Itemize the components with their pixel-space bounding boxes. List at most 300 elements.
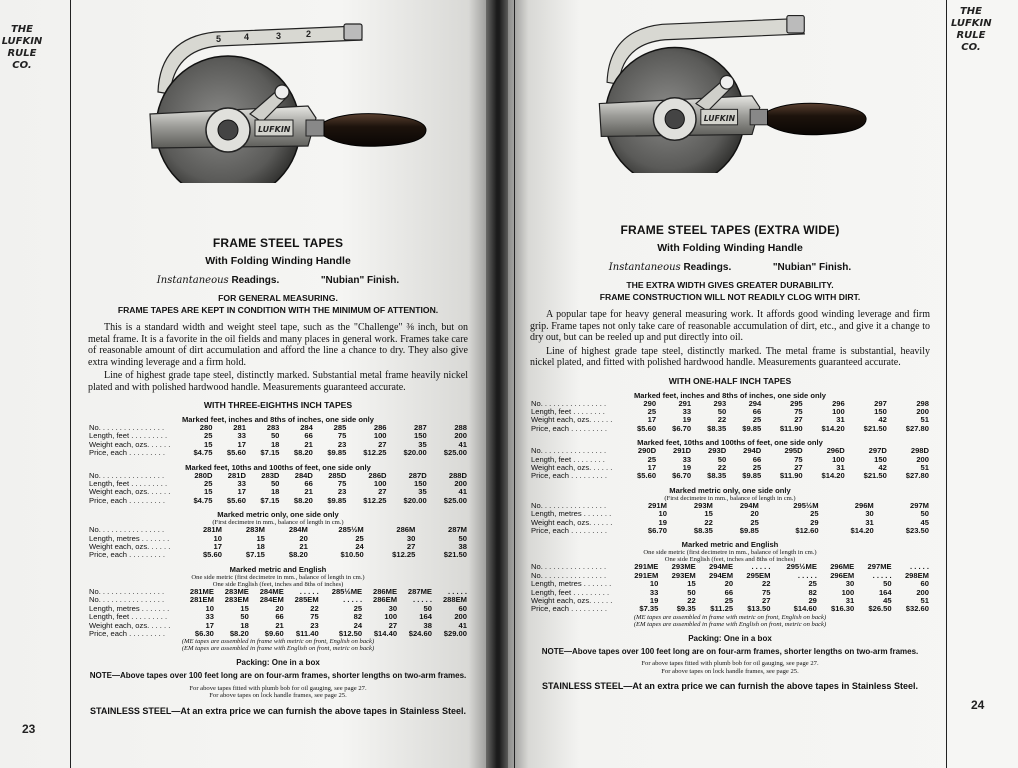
table-cell: 20: [275, 603, 284, 613]
left-table-4-note-1: One side metric (first decimetre in mm., balance of length in cm.): [191, 573, 365, 581]
table-cell: 29: [810, 517, 819, 527]
table-cell: 287ME: [407, 586, 432, 596]
table-cell: $9.60: [264, 628, 284, 638]
table-cell: 30: [388, 603, 398, 613]
table-cell: 22: [717, 462, 727, 472]
table-cell: 21: [275, 620, 284, 630]
table-cell: 284M: [288, 525, 308, 535]
table-cell: $27.80: [905, 471, 929, 481]
table-cell: 18: [240, 620, 249, 630]
table-cell: 38: [423, 620, 432, 630]
table-cell: 23: [337, 439, 347, 449]
table-cell: 15: [240, 603, 249, 613]
row-label: No. . . . . . . . . . . . . . . .: [531, 562, 607, 572]
right-readings-text: Readings.: [683, 262, 732, 273]
left-table-2-block: [88, 463, 468, 506]
row-label: Weight each, ozs. . . . . .: [531, 517, 613, 527]
table-cell: 51: [920, 415, 929, 425]
left-paragraph-2: Line of highest grade tape steel, distinctly marked. Substantial metal frame heavily nickel plated and with polished hardwood handle. Measurements guaranteed accurate.: [88, 370, 468, 393]
table-cell: 17: [647, 415, 657, 425]
right-section-heading: WITH ONE-HALF INCH TAPES: [668, 375, 792, 386]
table-cell: 283D: [261, 470, 280, 480]
table-cell: 19: [649, 596, 659, 605]
row-label: Length, feet . . . . . . . .: [531, 454, 605, 464]
table-cell: 288EM: [442, 595, 467, 605]
row-label: No. . . . . . . . . . . . . . . .: [89, 595, 165, 605]
table-cell: $6.70: [647, 525, 667, 535]
tape-end-hook: [344, 24, 362, 40]
table-cell: 285: [333, 423, 347, 432]
table-cell: 22: [310, 603, 319, 613]
right-stainless: STAINLESS STEEL—At an extra price we can furnish the above tapes in Stainless Steel.: [542, 681, 918, 692]
table-cell: 283M: [245, 525, 265, 535]
table-cell: 284D: [294, 470, 313, 480]
table-cell: 31: [836, 462, 845, 472]
table-cell: $11.40: [295, 628, 319, 638]
table-cell: 60: [920, 579, 929, 589]
left-small-2: For above tapes on lock handle frames, see page 25.: [209, 692, 347, 700]
left-page-number: 23: [22, 722, 36, 736]
table-cell: 75: [794, 406, 803, 416]
table-cell: 33: [682, 454, 692, 464]
table-cell: 27: [794, 415, 803, 425]
left-readings-script: Instantaneous: [156, 275, 229, 286]
table-cell: 25: [353, 603, 363, 613]
row-label: No. . . . . . . . . . . . . . . .: [531, 500, 607, 510]
table-cell: 287M: [448, 525, 467, 535]
left-note: NOTE—Above tapes over 100 feet long are on four-arm frames, shorter lengths on two-arm frames.: [89, 671, 467, 681]
table-cell: 20: [299, 533, 308, 543]
row-label: Price, each . . . . . . . . .: [531, 471, 607, 481]
table-cell: 284: [300, 423, 313, 432]
table-cell: 291EM: [634, 570, 659, 580]
right-table-3: [530, 502, 930, 536]
table-cell: $5.60: [202, 550, 222, 560]
table-cell: 294EM: [709, 570, 734, 580]
left-table-4: [88, 588, 468, 638]
table-cell: 66: [275, 612, 284, 622]
table-cell: 297ME: [867, 562, 892, 572]
table-cell: 15: [204, 439, 213, 449]
table-cell: 284EM: [259, 595, 284, 605]
table-row: [530, 605, 930, 613]
left-margin-rule: [70, 0, 71, 768]
right-table-3-heading: Marked metric only, one side only: [669, 485, 791, 495]
right-paragraph-2: Line of highest grade tape steel, distinctly marked. The metal frame is substantial, heavily nickel plated, and fitted with polished hardwood handle. Measurements guaranteed accurate.: [530, 345, 930, 368]
left-section-heading: WITH THREE-EIGHTHS INCH TAPES: [203, 400, 353, 410]
left-brand-mark: THE LUFKIN RULE CO.: [1, 24, 43, 71]
table-cell: 100: [832, 406, 845, 416]
table-cell: $11.90: [779, 471, 803, 481]
table-cell: 285½ME: [331, 586, 363, 596]
right-note: NOTE—Above tapes over 100 feet long are on four-arm frames, shorter lengths on two-arm frames.: [541, 646, 919, 656]
table-cell: $7.15: [260, 448, 280, 458]
table-cell: 22: [717, 415, 727, 425]
left-finish: "Nubian" Finish.: [320, 275, 400, 286]
table-cell: 23: [337, 487, 347, 497]
tape-end-hook: [787, 16, 804, 33]
table-cell: 10: [213, 533, 222, 543]
wooden-handle: [768, 103, 867, 135]
left-table-1-heading: Marked feet, inches and 8ths of inches, one side only: [181, 415, 374, 424]
table-cell: 294: [748, 398, 762, 408]
left-table-4-heading: Marked metric and English: [229, 564, 327, 574]
table-cell: $10.50: [340, 550, 364, 560]
table-cell: $21.50: [443, 550, 467, 560]
right-table-2-heading: Marked feet, 10ths and 100ths of feet, one side only: [637, 438, 823, 448]
left-table-2-heading: Marked feet, 10ths and 100ths of feet, one side only: [185, 462, 371, 472]
table-cell: 200: [454, 431, 467, 441]
table-cell: 296: [832, 398, 845, 408]
table-cell: 33: [237, 479, 246, 489]
table-cell: 27: [378, 487, 387, 497]
table-cell: 298: [916, 398, 929, 408]
row-label: No. . . . . . . . . . . . . . . .: [89, 423, 165, 432]
table-cell: $7.15: [245, 550, 265, 560]
left-subtitle: With Folding Winding Handle: [205, 255, 351, 267]
table-cell: 75: [337, 479, 347, 489]
table-cell: 21: [304, 487, 313, 497]
table-cell: 21: [299, 542, 308, 552]
table-cell: 82: [353, 612, 363, 622]
left-readings-line: [88, 275, 468, 286]
table-cell: $7.35: [639, 604, 659, 614]
table-cell: 23: [310, 620, 319, 630]
table-cell: $8.35: [707, 423, 727, 433]
right-table-4-note-1: One side metric (first decimetre in mm., balance of length in cm.): [643, 549, 817, 557]
table-cell: $5.60: [637, 423, 657, 433]
table-cell: 75: [337, 431, 347, 441]
row-label: Price, each . . . . . . . . .: [531, 525, 607, 535]
left-table-1-block: [88, 415, 468, 458]
table-cell: 283EM: [224, 595, 249, 605]
row-label: Length, metres . . . . . . .: [89, 533, 170, 543]
table-cell: 25: [204, 479, 213, 489]
table-cell: 150: [874, 406, 887, 416]
table-cell: . . . . .: [751, 562, 771, 572]
table-cell: 66: [752, 454, 762, 464]
table-cell: 24: [355, 542, 364, 552]
right-inner-rule: [514, 0, 515, 768]
table-cell: $12.60: [795, 525, 819, 535]
table-cell: 20: [750, 509, 759, 519]
book-gutter: [486, 0, 510, 768]
table-cell: 42: [878, 462, 887, 472]
table-cell: 31: [845, 596, 855, 605]
table-row: [88, 551, 468, 559]
table-cell: 15: [204, 487, 213, 497]
table-cell: 35: [418, 439, 427, 449]
table-cell: . . . . .: [343, 595, 363, 605]
table-cell: 50: [270, 431, 280, 441]
table-cell: 100: [841, 587, 855, 597]
table-cell: 41: [458, 487, 467, 497]
right-table-4-footnote-1: (ME tapes are assembled in frame with metric on front, English on back): [633, 613, 827, 621]
table-cell: $29.00: [443, 628, 467, 638]
row-label: Length, metres . . . . . . .: [531, 579, 612, 589]
table-cell: 15: [704, 509, 713, 519]
table-cell: 25: [752, 415, 762, 425]
right-packing: Packing: One in a box: [688, 633, 772, 643]
table-cell: 288D: [448, 470, 467, 480]
left-small-1: For above tapes fitted with plumb bob for oil gauging, see page 27.: [189, 684, 367, 692]
right-finish: "Nubian" Finish.: [772, 262, 852, 273]
table-cell: 286: [373, 423, 387, 432]
table-cell: 294M: [739, 500, 759, 510]
table-cell: 45: [920, 517, 929, 527]
table-cell: 33: [205, 612, 214, 622]
table-cell: . . . . .: [448, 586, 467, 596]
tape-mark: 4: [244, 32, 250, 42]
table-cell: 283: [266, 423, 280, 432]
table-cell: $20.00: [403, 448, 427, 458]
left-caps-2: FRAME TAPES ARE KEPT IN CONDITION WITH THE MINIMUM OF ATTENTION.: [117, 305, 439, 315]
table-cell: 294D: [743, 446, 762, 456]
table-cell: 27: [388, 620, 398, 630]
table-cell: $12.25: [363, 448, 387, 458]
table-cell: $6.70: [672, 471, 692, 481]
table-cell: 150: [414, 431, 427, 441]
table-cell: 75: [761, 587, 771, 597]
row-label: Length, metres . . . . . . .: [531, 509, 612, 519]
table-cell: 66: [752, 406, 762, 416]
table-cell: 66: [304, 479, 313, 489]
table-cell: 25: [752, 462, 762, 472]
table-cell: 290: [643, 398, 657, 408]
right-readings-script: Instantaneous: [608, 262, 681, 273]
table-cell: $32.60: [905, 604, 929, 614]
table-cell: 42: [878, 415, 887, 425]
row-label: Length, metres . . . . . . .: [89, 603, 170, 613]
left-table-4-note-2: One side English (feet, inches and 8ths of inches): [212, 580, 344, 588]
right-table-3-block: [530, 486, 930, 536]
row-label: Price, each . . . . . . . . .: [531, 423, 607, 433]
table-cell: 50: [270, 479, 280, 489]
table-cell: 51: [920, 462, 929, 472]
table-cell: 281EM: [189, 595, 214, 605]
table-cell: . . . . .: [910, 562, 929, 572]
table-cell: 164: [419, 612, 432, 622]
table-cell: $8.20: [288, 550, 308, 560]
row-label: Weight each, ozs. . . . . .: [531, 596, 613, 605]
table-cell: 18: [256, 542, 265, 552]
left-table-3-note: (First decimetre in mm., balance of length in cm.): [212, 519, 344, 527]
left-table-4-block: [88, 565, 468, 652]
table-cell: 10: [658, 509, 667, 519]
row-label: Weight each, ozs. . . . . .: [89, 620, 171, 630]
table-cell: 281D: [227, 470, 246, 480]
table-cell: $14.60: [793, 604, 817, 614]
table-cell: 100: [373, 431, 387, 441]
table-cell: 45: [883, 596, 892, 605]
table-cell: $5.60: [226, 495, 246, 505]
tape-mark: 2: [306, 29, 312, 39]
table-cell: 17: [205, 620, 214, 630]
row-label: No. . . . . . . . . . . . . . . .: [531, 446, 607, 456]
table-cell: 293: [713, 398, 727, 408]
right-table-1-heading: Marked feet, inches and 8ths of inches, one side only: [633, 390, 826, 400]
handle-ferrule: [306, 120, 324, 136]
row-label: No. . . . . . . . . . . . . . . .: [531, 398, 607, 408]
table-cell: 15: [256, 533, 265, 543]
table-cell: 21: [304, 439, 313, 449]
left-table-4-footnote-1: (ME tapes are assembled in frame with metric on front, English on back): [181, 638, 375, 646]
row-label: Weight each, ozs. . . . . .: [89, 487, 171, 497]
table-cell: 17: [647, 462, 657, 472]
table-cell: 281ME: [189, 586, 214, 596]
table-cell: 19: [658, 517, 667, 527]
right-table-2: [530, 447, 930, 481]
row-label: Price, each . . . . . . . . .: [89, 628, 165, 638]
table-cell: $14.20: [850, 525, 874, 535]
table-cell: 31: [865, 517, 874, 527]
table-cell: 285½M: [338, 525, 364, 535]
row-label: Weight each, ozs. . . . . .: [531, 462, 613, 472]
left-paragraph-1: This is a standard width and weight steel tape, such as the "Challenge" ⅜ inch, but on metal frame. It is a favorite in the oil fields and many places in general work. Frames take care of reasonable amount of dirt accumulation and afford the line a chance to dry. They also give extra winding leverage and a firm hold.: [88, 322, 468, 368]
table-cell: 286EM: [372, 595, 398, 605]
table-cell: 286M: [396, 525, 416, 535]
right-table-2-block: [530, 438, 930, 481]
table-cell: 25: [204, 431, 213, 441]
table-cell: 200: [454, 479, 467, 489]
table-cell: 15: [687, 579, 696, 589]
left-caps-1: FOR GENERAL MEASURING.: [218, 293, 338, 303]
table-cell: 200: [916, 587, 929, 597]
table-cell: 25: [750, 517, 759, 527]
table-cell: 25: [808, 579, 817, 589]
table-cell: 50: [920, 509, 929, 519]
table-cell: $21.50: [863, 423, 887, 433]
table-cell: 75: [310, 612, 319, 622]
row-label: Length, feet . . . . . . . . .: [89, 431, 168, 441]
table-cell: . . . . .: [412, 595, 432, 605]
right-table-4-note-2: One side English (feet, inches and 8ths of inches): [664, 556, 796, 564]
table-cell: 66: [304, 431, 313, 441]
right-title: FRAME STEEL TAPES (EXTRA WIDE): [620, 223, 840, 237]
table-cell: 50: [458, 533, 467, 543]
row-label: Price, each . . . . . . . . .: [531, 604, 607, 614]
table-cell: $4.75: [193, 495, 213, 505]
table-cell: 296M: [854, 500, 874, 510]
row-label: Weight each, ozs. . . . . .: [89, 439, 171, 449]
table-cell: 19: [682, 462, 692, 472]
table-cell: 285D: [328, 470, 347, 480]
table-cell: 38: [458, 542, 467, 552]
table-cell: 25: [647, 454, 657, 464]
table-cell: 288: [454, 423, 467, 432]
table-cell: 30: [406, 533, 416, 543]
left-table-3-heading: Marked metric only, one side only: [217, 510, 339, 520]
table-cell: $9.85: [739, 525, 759, 535]
table-cell: $13.50: [747, 604, 771, 614]
crank-knob: [275, 85, 289, 99]
table-cell: 283ME: [224, 586, 249, 596]
table-cell: 25: [647, 406, 657, 416]
hub-center: [665, 109, 684, 128]
table-cell: $20.00: [403, 495, 427, 505]
table-cell: 25: [810, 509, 819, 519]
right-subtitle: With Folding Winding Handle: [657, 242, 803, 254]
table-cell: 285EM: [294, 595, 319, 605]
right-margin-rule: [946, 0, 947, 768]
table-cell: 284ME: [259, 586, 284, 596]
table-cell: $9.85: [742, 423, 762, 433]
table-cell: $11.90: [779, 423, 803, 433]
table-cell: $14.40: [373, 628, 398, 638]
table-cell: $6.70: [672, 423, 692, 433]
table-cell: $24.60: [408, 628, 432, 638]
table-cell: 200: [916, 406, 929, 416]
table-cell: 286ME: [372, 586, 398, 596]
table-cell: 293EM: [671, 570, 696, 580]
row-label: Length, feet . . . . . . . . .: [89, 612, 168, 622]
table-cell: 297D: [868, 446, 887, 456]
table-cell: 150: [414, 479, 427, 489]
table-cell: $8.35: [707, 471, 727, 481]
table-cell: $8.20: [293, 448, 313, 458]
table-cell: $12.25: [392, 550, 416, 560]
table-cell: 293D: [708, 446, 727, 456]
right-table-1-block: [530, 391, 930, 434]
right-tape-illustration: [580, 8, 870, 173]
table-cell: 50: [717, 454, 727, 464]
right-readings-line: [530, 262, 930, 273]
table-cell: 10: [649, 579, 659, 589]
table-cell: 18: [270, 487, 280, 497]
table-cell: 31: [836, 415, 845, 425]
table-cell: $25.00: [443, 448, 467, 458]
right-brand-mark: THE LUFKIN RULE CO.: [951, 6, 992, 53]
right-table-4-block: [530, 540, 930, 627]
right-page-number: 24: [971, 698, 985, 712]
wooden-handle: [324, 114, 426, 147]
table-cell: 27: [378, 439, 387, 449]
table-cell: 295½ME: [786, 562, 817, 572]
table-cell: 22: [687, 596, 696, 605]
table-cell: . . . . .: [872, 570, 892, 580]
table-cell: 27: [761, 596, 771, 605]
table-cell: 20: [724, 579, 734, 589]
table-cell: 200: [454, 612, 467, 622]
table-cell: 200: [916, 454, 929, 464]
table-cell: 82: [808, 587, 817, 597]
table-cell: 287: [414, 423, 427, 432]
table-cell: 19: [682, 415, 692, 425]
table-cell: $8.35: [693, 525, 713, 535]
table-row: [530, 425, 930, 433]
table-row: [530, 472, 930, 480]
left-stainless: STAINLESS STEEL—At an extra price we can furnish the above tapes in Stainless Steel.: [90, 705, 466, 716]
handle-ferrule: [750, 109, 767, 124]
table-cell: 25: [355, 533, 364, 543]
row-label: Length, feet . . . . . . . . .: [89, 479, 168, 489]
left-table-2: [88, 472, 468, 506]
table-cell: $9.85: [327, 495, 347, 505]
table-cell: 290D: [637, 446, 657, 456]
left-tape-illustration: [130, 18, 430, 183]
table-cell: 164: [878, 587, 892, 597]
table-cell: $7.15: [260, 495, 280, 505]
left-page: [0, 0, 488, 768]
table-cell: $5.60: [226, 448, 246, 458]
table-cell: 17: [237, 487, 246, 497]
right-paragraph-1: A popular tape for heavy general measuring work. It affords good winding leverage and firm grip. Frame tapes not only take care of reasonable accumulation of dirt, etc., and give it a change to dry out, but can be reeled up and put directly into oil.: [530, 309, 930, 343]
left-body: [88, 236, 468, 717]
left-table-4-footnote-2: (EM tapes are assembled in frame with English on front, metric on back): [181, 645, 375, 653]
table-cell: $4.75: [193, 448, 213, 458]
left-table-3: [88, 526, 468, 560]
table-cell: . . . . .: [797, 570, 817, 580]
